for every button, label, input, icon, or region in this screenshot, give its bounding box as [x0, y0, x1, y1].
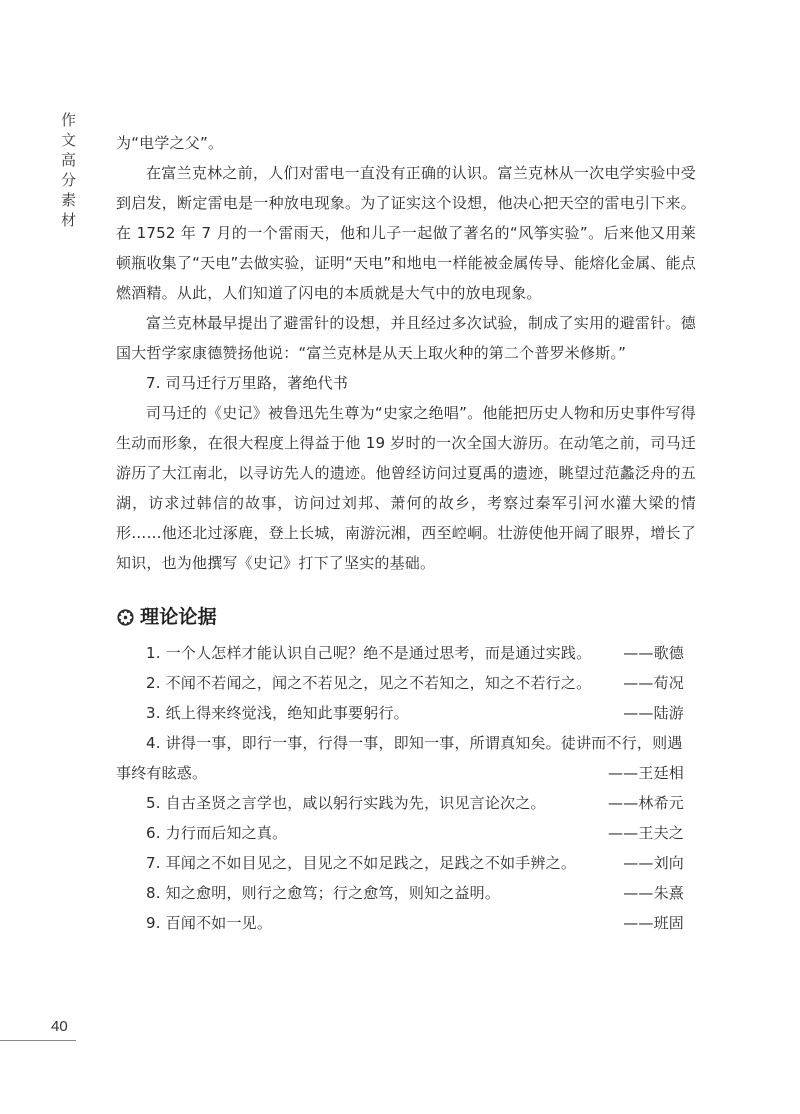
paragraph: 在富兰克林之前，人们对雷电一直没有正确的认识。富兰克林从一次电学实验中受到启发，断定雷电是一种放电现象。为了证实这个设想，他决心把天空的雷电引下来。在 1752 年 7 月的一个雷雨天，他和儿子一起做了著名的“风筝实验”。后来他又用莱顿瓶收集了“天电”去做实验，证明“天电”和地电一样能被金属传导、能熔化金属、能点燃酒精。从此，人们知道了闪电的本质就是大气中的放电现象。 — [116, 164, 696, 302]
quote-text: 5. 自古圣贤之言学也，咸以躬行实践为先，识见言论次之。 — [146, 794, 546, 812]
page-number-rule — [0, 1040, 76, 1041]
side-tab-char: 素 — [61, 191, 77, 209]
quote-source: ——林希元 — [607, 794, 684, 812]
paragraph: 司马迁的《史记》被鲁迅先生尊为“史家之绝唱”。他能把历史人物和历史事件写得生动而形象，在很大程度上得益于他 19 岁时的一次全国大游历。在动笔之前，司马迁游历了大江南北，以寻访先人的遗迹。他曾经访问过夏禹的遗迹，眺望过范蠡泛舟的五湖，访求过韩信的故事，访问过刘邦、萧何的故乡，考察过秦军引河水灌大梁的情形……他还北过涿鹿，登上长城，南游沅湘，西至崆峒。壮游使他开阔了眼界，增长了知识，也为他撰写《史记》打下了坚实的基础。 — [116, 404, 696, 572]
quote-text: 1. 一个人怎样才能认识自己呢？绝不是通过思考，而是通过实践。 — [146, 644, 592, 662]
quote-item — [116, 908, 696, 938]
page-number: 40 — [51, 1018, 68, 1035]
flower-icon — [117, 609, 134, 626]
quote-text: 7. 耳闻之不如目见之，目见之不如足践之，足践之不如手辨之。 — [146, 854, 577, 872]
quote-text: 8. 知之愈明，则行之愈笃；行之愈笃，则知之益明。 — [146, 884, 501, 902]
section-title: 理论论据 — [140, 606, 217, 628]
side-tab-char: 材 — [61, 211, 77, 229]
side-tab-title — [61, 110, 76, 230]
side-tab-char: 分 — [61, 171, 77, 189]
side-tab-char: 文 — [61, 131, 77, 149]
page-body — [116, 128, 696, 938]
quote-source: ——班固 — [623, 914, 684, 932]
quote-item — [116, 818, 696, 848]
quote-source: ——王夫之 — [607, 824, 684, 842]
paragraph: 富兰克林最早提出了避雷针的设想，并且经过多次试验，制成了实用的避雷针。德国大哲学家康德赞扬他说：“富兰克林是从天上取火种的第二个普罗米修斯。” — [116, 314, 696, 362]
quote-item — [116, 638, 696, 668]
paragraph: 为“电学之父”。 — [116, 134, 224, 152]
quote-text-continuation: 事终有眩惑。 — [116, 764, 208, 782]
quote-text: 6. 力行而后知之真。 — [146, 824, 288, 842]
quote-source: ——陆游 — [623, 704, 684, 722]
quote-item — [116, 728, 696, 788]
quote-source: ——荀况 — [623, 674, 684, 692]
side-tab-char: 高 — [61, 151, 77, 169]
quote-source: ——歌德 — [623, 644, 684, 662]
quote-text: 2. 不闻不若闻之，闻之不若见之，见之不若知之，知之不若行之。 — [146, 674, 592, 692]
quote-source: ——朱熹 — [623, 884, 684, 902]
quote-item — [116, 848, 696, 878]
quote-item — [116, 698, 696, 728]
quote-item — [116, 788, 696, 818]
subheading: 7. 司马迁行万里路，著绝代书 — [146, 374, 349, 392]
section-heading — [116, 600, 696, 634]
quote-source: ——王廷相 — [607, 764, 684, 782]
side-tab-char: 作 — [61, 111, 77, 129]
quote-source: ——刘向 — [623, 854, 684, 872]
quote-text: 4. 讲得一事，即行一事，行得一事，即知一事，所谓真知矣。徒讲而不行，则遇 — [146, 734, 683, 752]
quote-text: 9. 百闻不如一见。 — [146, 914, 273, 932]
quote-item — [116, 878, 696, 908]
quote-item — [116, 668, 696, 698]
quote-text: 3. 纸上得来终觉浅，绝知此事要躬行。 — [146, 704, 409, 722]
